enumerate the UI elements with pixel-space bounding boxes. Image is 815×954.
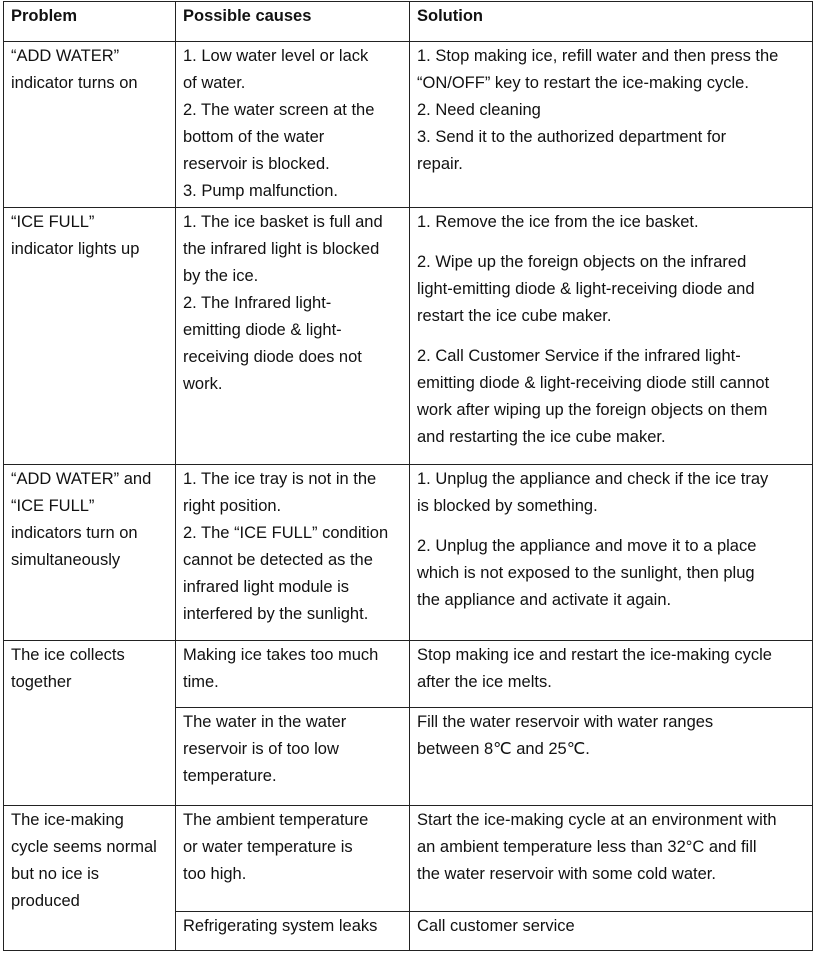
solution-text: the water reservoir with some cold water. <box>417 864 716 883</box>
paragraph-gap <box>417 236 806 249</box>
problem-text: but no ice is <box>11 864 100 883</box>
problem-cell <box>4 641 176 806</box>
cause-text: by the ice. <box>183 266 259 285</box>
solution-cell <box>410 42 813 208</box>
solution-text: is blocked by something. <box>417 497 598 516</box>
solution-text: repair. <box>417 155 463 174</box>
causes-cell <box>176 641 410 708</box>
solution-text: Fill the water reservoir with water ranges <box>417 712 714 731</box>
solution-cell <box>410 707 813 805</box>
problem-text: cycle seems normal <box>11 837 157 856</box>
problem-text: produced <box>11 891 80 910</box>
problem-text: simultaneously <box>11 551 121 570</box>
header-problem: Problem <box>4 2 176 42</box>
cause-text: Refrigerating system leaks <box>183 916 378 935</box>
solution-text: “ON/OFF” key to restart the ice-making cycle. <box>417 74 749 93</box>
paragraph-gap <box>417 330 806 343</box>
cause-text: The ambient temperature <box>183 810 369 829</box>
solution-text: 2. Wipe up the foreign objects on the infrared <box>417 252 747 271</box>
cause-text: too high. <box>183 864 247 883</box>
cause-text: bottom of the water <box>183 128 325 147</box>
header-causes: Possible causes <box>176 2 410 42</box>
cause-text: 2. The Infrared light- <box>183 293 332 312</box>
cause-text: 1. The ice tray is not in the <box>183 470 377 489</box>
solution-text: between 8℃ and 25℃. <box>417 739 590 758</box>
solution-text: emitting diode & light-receiving diode still cannot <box>417 373 770 392</box>
cause-text: The water in the water <box>183 712 347 731</box>
solution-text: 1. Stop making ice, refill water and then press the <box>417 47 779 66</box>
solution-text: 2. Call Customer Service if the infrared light- <box>417 346 741 365</box>
problem-text: The ice-making <box>11 810 124 829</box>
solution-text: the appliance and activate it again. <box>417 591 672 610</box>
table-row <box>4 42 813 208</box>
cause-text: receiving diode does not <box>183 347 362 366</box>
problem-text: indicator turns on <box>11 74 138 93</box>
table-row <box>4 207 813 464</box>
cause-text: time. <box>183 673 219 692</box>
causes-cell <box>176 911 410 950</box>
troubleshooting-table <box>3 1 813 951</box>
solution-text: Stop making ice and restart the ice-making cycle <box>417 646 772 665</box>
solution-text: 2. Unplug the appliance and move it to a place <box>417 537 757 556</box>
header-row <box>4 2 813 42</box>
problem-text: “ADD WATER” and <box>11 470 152 489</box>
solution-cell <box>410 641 813 708</box>
cause-text: 2. The water screen at the <box>183 101 375 120</box>
table-row <box>4 465 813 641</box>
problem-text: The ice collects <box>11 646 125 665</box>
table-row <box>4 805 813 911</box>
problem-cell <box>4 207 176 464</box>
cause-text: temperature. <box>183 766 277 785</box>
cause-text: or water temperature is <box>183 837 353 856</box>
solution-text: light-emitting diode & light-receiving diode and <box>417 279 755 298</box>
problem-text: indicator lights up <box>11 239 140 258</box>
problem-cell <box>4 465 176 641</box>
solution-text: which is not exposed to the sunlight, then plug <box>417 564 755 583</box>
cause-text: reservoir is blocked. <box>183 155 330 174</box>
solution-text: after the ice melts. <box>417 673 552 692</box>
paragraph-gap <box>417 520 806 533</box>
solution-text: work after wiping up the foreign objects on them <box>417 400 768 419</box>
cause-text: infrared light module is <box>183 578 349 597</box>
causes-cell <box>176 465 410 641</box>
problem-cell <box>4 805 176 950</box>
problem-cell <box>4 42 176 208</box>
solution-text: 3. Send it to the authorized department for <box>417 128 727 147</box>
cause-text: work. <box>183 374 223 393</box>
problem-text: together <box>11 673 72 692</box>
cause-text: reservoir is of too low <box>183 739 339 758</box>
solution-text: Start the ice-making cycle at an environment with <box>417 810 777 829</box>
solution-cell <box>410 207 813 464</box>
causes-cell <box>176 42 410 208</box>
cause-text: cannot be detected as the <box>183 551 373 570</box>
solution-cell <box>410 805 813 911</box>
solution-text: Call customer service <box>417 916 575 935</box>
table-row <box>4 641 813 708</box>
cause-text: 3. Pump malfunction. <box>183 182 338 201</box>
solution-cell <box>410 465 813 641</box>
cause-text: interfered by the sunlight. <box>183 605 369 624</box>
solution-text: 2. Need cleaning <box>417 101 541 120</box>
cause-text: 2. The “ICE FULL” condition <box>183 524 389 543</box>
problem-text: “ADD WATER” <box>11 47 120 66</box>
cause-text: Making ice takes too much <box>183 646 379 665</box>
solution-text: 1. Remove the ice from the ice basket. <box>417 212 699 231</box>
causes-cell <box>176 805 410 911</box>
problem-text: “ICE FULL” <box>11 497 95 516</box>
causes-cell <box>176 207 410 464</box>
solution-text: an ambient temperature less than 32°C and fill <box>417 837 757 856</box>
header-solution: Solution <box>410 2 813 42</box>
solution-text: restart the ice cube maker. <box>417 306 612 325</box>
solution-text: and restarting the ice cube maker. <box>417 427 666 446</box>
problem-text: “ICE FULL” <box>11 212 95 231</box>
cause-text: emitting diode & light- <box>183 320 342 339</box>
solution-text: 1. Unplug the appliance and check if the ice tray <box>417 470 769 489</box>
problem-text: indicators turn on <box>11 524 138 543</box>
cause-text: right position. <box>183 497 282 516</box>
solution-cell <box>410 911 813 950</box>
causes-cell <box>176 707 410 805</box>
cause-text: 1. Low water level or lack <box>183 47 369 66</box>
cause-text: the infrared light is blocked <box>183 239 380 258</box>
cause-text: of water. <box>183 74 246 93</box>
cause-text: 1. The ice basket is full and <box>183 212 383 231</box>
